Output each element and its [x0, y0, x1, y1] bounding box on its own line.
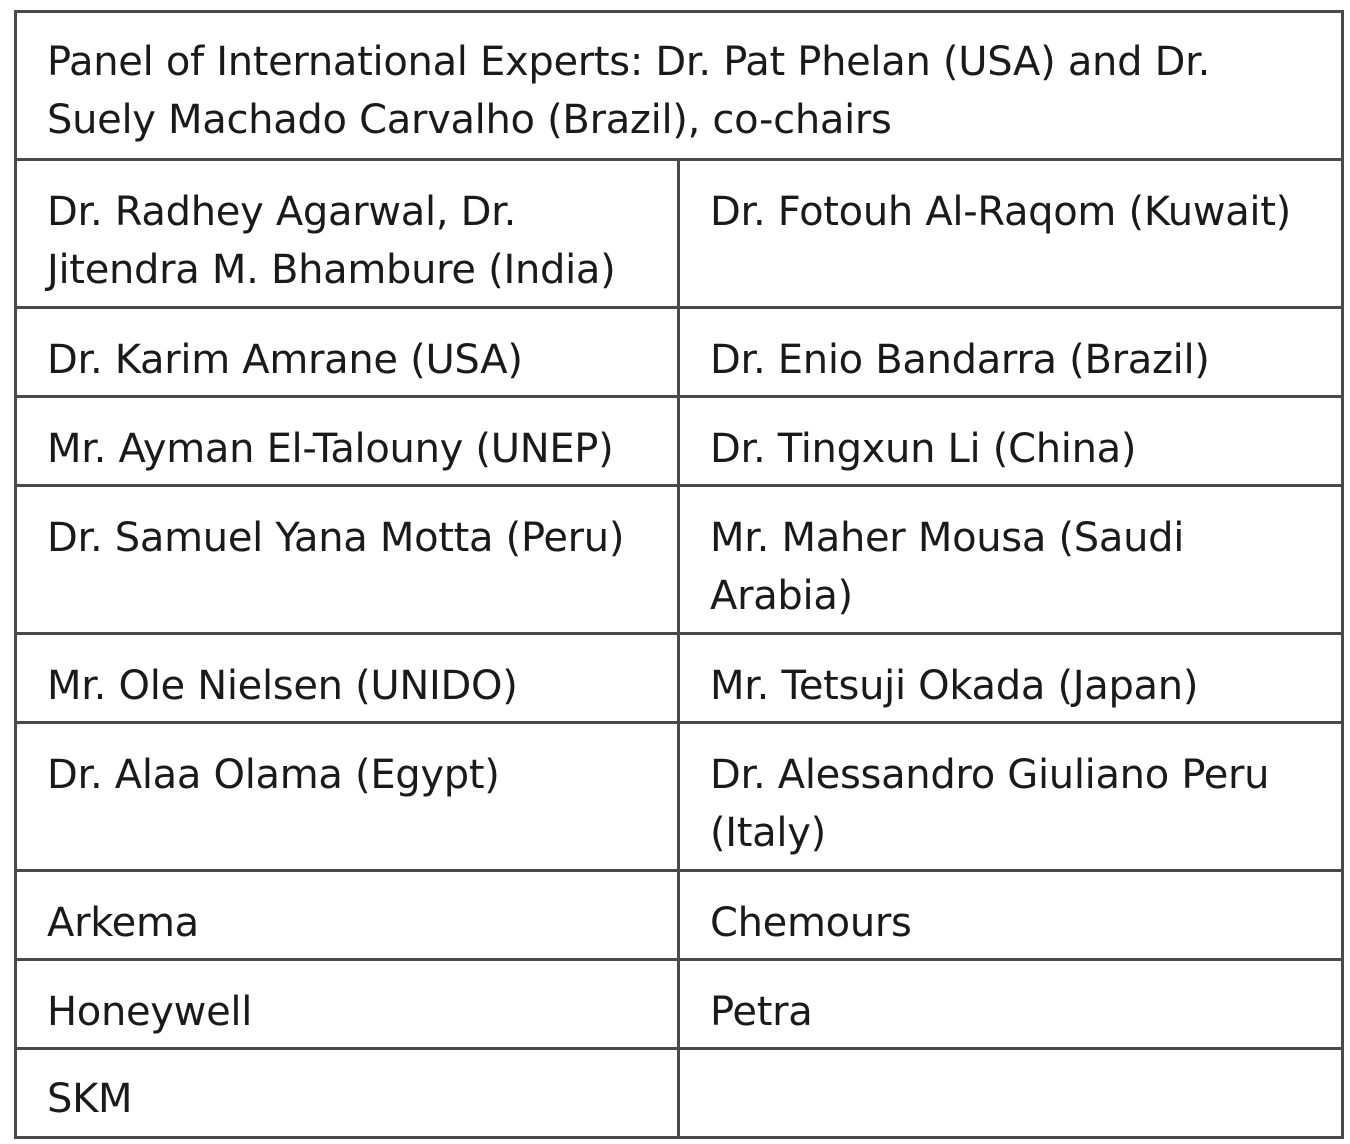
table-row: [16, 486, 1343, 634]
table-row: [16, 960, 1343, 1049]
table-cell: Dr. Tingxun Li (China): [679, 397, 1343, 486]
table-cell: Dr. Radhey Agarwal, Dr. Jitendra M. Bhambure (India): [16, 160, 679, 308]
table-cell-empty: [679, 1049, 1343, 1138]
experts-table: [14, 10, 1344, 1139]
table-row: [16, 634, 1343, 723]
table-header-row: [16, 12, 1343, 160]
table-row: [16, 723, 1343, 871]
table-row: [16, 871, 1343, 960]
table-cell: Petra: [679, 960, 1343, 1049]
table-cell: Mr. Maher Mousa (Saudi Arabia): [679, 486, 1343, 634]
table-cell: Dr. Enio Bandarra (Brazil): [679, 308, 1343, 397]
table-cell: Dr. Alessandro Giuliano Peru (Italy): [679, 723, 1343, 871]
table-cell: Honeywell: [16, 960, 679, 1049]
table-cell: Dr. Alaa Olama (Egypt): [16, 723, 679, 871]
table-cell: Mr. Ayman El-Talouny (UNEP): [16, 397, 679, 486]
table-row: [16, 397, 1343, 486]
table-cell: Arkema: [16, 871, 679, 960]
table-cell: Dr. Fotouh Al-Raqom (Kuwait): [679, 160, 1343, 308]
panel-header-cell: Panel of International Experts: Dr. Pat Phelan (USA) and Dr. Suely Machado Carvalho (Brazil), co-chairs: [16, 12, 1343, 160]
table-cell: SKM: [16, 1049, 679, 1138]
table-cell: Dr. Karim Amrane (USA): [16, 308, 679, 397]
table-cell: Mr. Tetsuji Okada (Japan): [679, 634, 1343, 723]
table-cell: Chemours: [679, 871, 1343, 960]
table-row: [16, 160, 1343, 308]
table-row: [16, 1049, 1343, 1138]
table-row: [16, 308, 1343, 397]
table-cell: Mr. Ole Nielsen (UNIDO): [16, 634, 679, 723]
table-cell: Dr. Samuel Yana Motta (Peru): [16, 486, 679, 634]
